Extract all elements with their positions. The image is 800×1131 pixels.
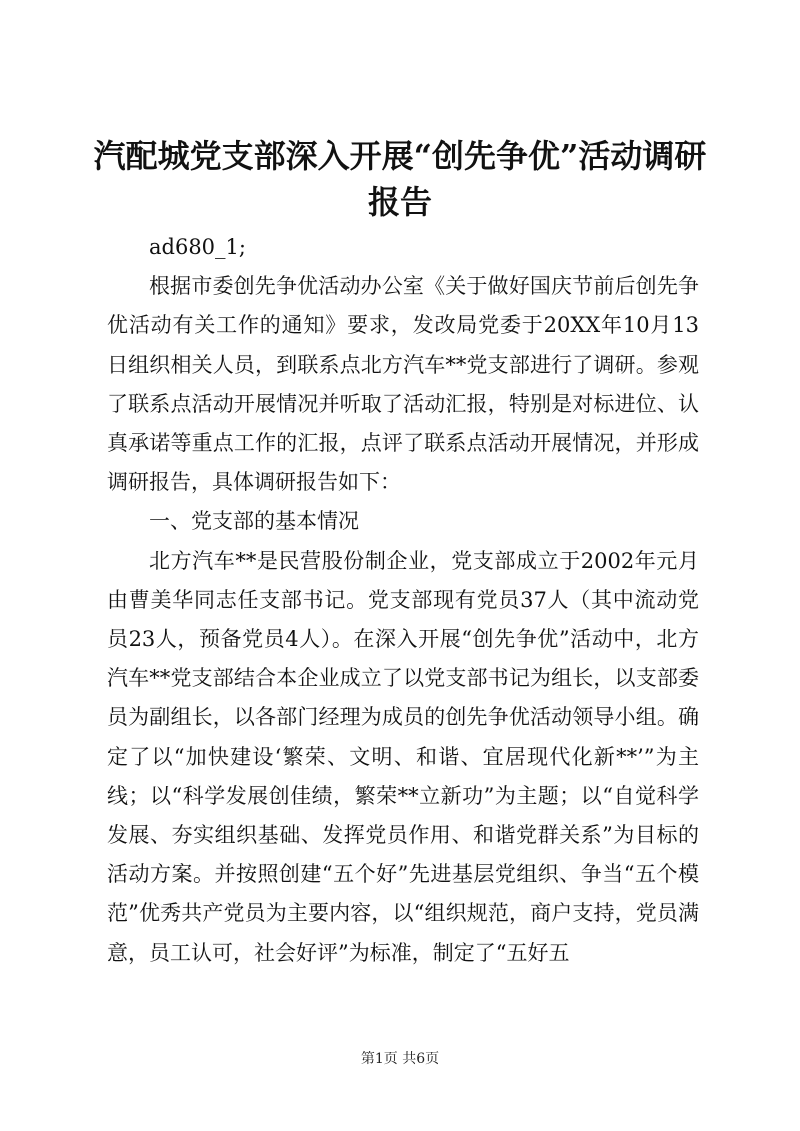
paragraph-code: ad680_1; (149, 235, 246, 259)
paragraph-intro: 根据市委创先争优活动办公室《关于做好国庆节前后创先争优活动有关工作的通知》要求，发改局党委于20XX年10月13日组织相关人员，到联系点北方汽车**党支部进行了调研。参观了联系点活动开展情况并听取了活动汇报，特别是对标进位、认真承诺等重点工作的汇报，点评了联系点活动开展情况，并形成调研报告，具体调研报告如下： (107, 274, 699, 495)
page-footer: 第1页 共6页 (360, 1051, 440, 1067)
document-title: 汽配城党支部深入开展“创先争优”活动调研报告 (93, 137, 707, 221)
section-heading-basic-info: 一、党支部的基本情况 (149, 509, 359, 534)
document-body (107, 228, 699, 973)
paragraph-basic-info: 北方汽车**是民营股份制企业，党支部成立于2002年元月由曹美华同志任支部书记。党支部现有党员37人（其中流动党员23人，预备党员4人）。在深入开展“创先争优”活动中，北方汽车**党支部结合本企业成立了以党支部书记为组长，以支部委员为副组长，以各部门经理为成员的创先争优活动领导小组。确定了以“加快建设‘繁荣、文明、和谐、宜居现代化新**’”为主线；以“科学发展创佳绩，繁荣**立新功”为主题；以“自觉科学发展、夯实组织基础、发挥党员作用、和谐党群关系”为目标的活动方案。并按照创建“五个好”先进基层党组织、争当“五个模范”优秀共产党员为主要内容，以“组织规范，商户支持，党员满意，员工认可，社会好评”为标准，制定了“五好五 (107, 548, 699, 965)
